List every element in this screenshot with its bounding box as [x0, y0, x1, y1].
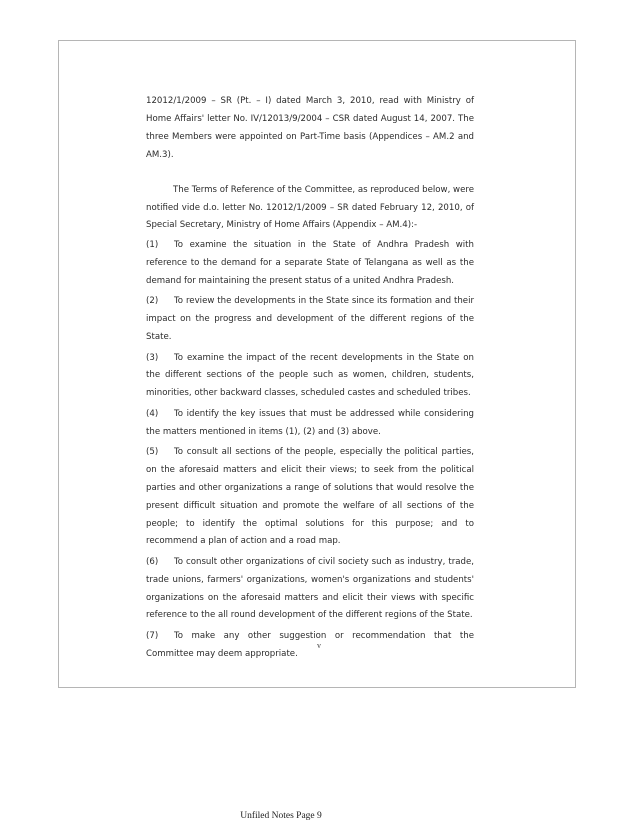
term-item-4	[146, 406, 474, 442]
term-number: (2)	[146, 296, 159, 307]
term-text: To examine the impact of the recent developments in the State on the different sections of the people such as women, children, students, minorities, other backward classes, scheduled castes and scheduled tribes.	[146, 352, 474, 399]
term-item-5	[146, 444, 474, 551]
term-number: (7)	[146, 630, 159, 641]
term-number: (3)	[146, 352, 159, 363]
term-text: To identify the key issues that must be addressed while considering the matters mentioned in items (1), (2) and (3) above.	[146, 408, 474, 437]
term-text: To examine the situation in the State of Andhra Pradesh with reference to the demand for a separate State of Telangana as well as the demand for maintaining the present status of a united Andhra Pradesh.	[146, 240, 474, 287]
term-item-3	[146, 350, 474, 404]
intro-paragraph: 12012/1/2009 – SR (Pt. – I) dated March 3, 2010, read with Ministry of Home Affairs' letter No. IV/12013/9/2004 – CSR dated August 14, 2007. The three Members were appointed on Part-Time basis (Appendices – AM.2 and AM.3).	[146, 96, 474, 160]
term-text: To consult other organizations of civil society such as industry, trade, trade unions, farmers' organizations, women's organizations and students' organizations on the aforesaid matters and elicit their views with specific reference to the all round development of the different regions of the State.	[146, 556, 474, 621]
term-number: (5)	[146, 446, 159, 457]
footer-label: Unfiled Notes Page 9	[240, 811, 322, 821]
term-text: To review the developments in the State since its formation and their impact on the progress and development of the different regions of the State.	[146, 296, 474, 343]
term-item-6	[146, 554, 474, 626]
term-item-2	[146, 293, 474, 347]
term-text: To make any other suggestion or recommendation that the Committee may deem appropriate.	[146, 630, 474, 659]
page-number: v	[317, 641, 321, 650]
term-text: To consult all sections of the people, especially the political parties, on the aforesaid matters and elicit their views; to seek from the political parties and other organizations a range of solutions that would resolve the present difficult situation and promote the welfare of all sections of the people; to identify the optimal solutions for this purpose; and to recommend a plan of action and a road map.	[146, 446, 474, 547]
term-number: (1)	[146, 240, 159, 251]
term-number: (4)	[146, 408, 159, 419]
term-number: (6)	[146, 556, 159, 567]
term-item-1	[146, 237, 474, 291]
document-body	[146, 93, 474, 666]
terms-of-reference-intro: The Terms of Reference of the Committee, as reproduced below, were notified vide d.o. letter No. 12012/1/2009 – SR dated February 12, 2010, of Special Secretary, Ministry of Home Affairs (Appendix – AM.4):-	[146, 184, 474, 231]
